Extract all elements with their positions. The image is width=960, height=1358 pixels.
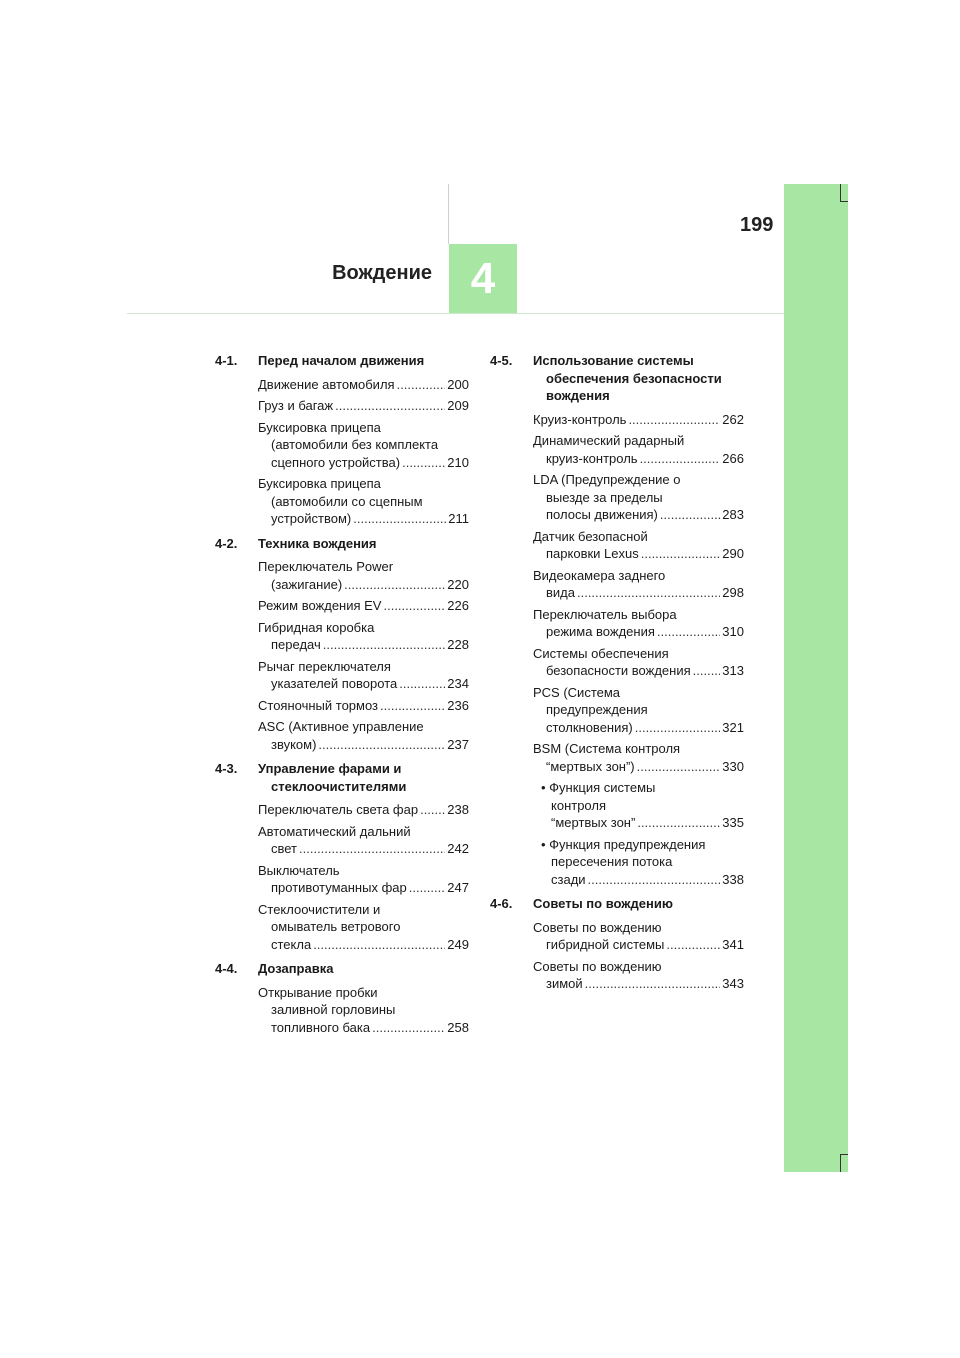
entry-page-number: 298	[722, 585, 744, 600]
entry-text-line: сзади	[551, 871, 586, 887]
section-title-line: обеспечения безопасности	[546, 370, 722, 386]
toc-entry[interactable]	[533, 740, 744, 775]
entry-last-line	[258, 840, 469, 858]
toc-section	[490, 352, 744, 888]
entry-page-number: 330	[722, 758, 744, 774]
page-number: 199	[740, 214, 774, 236]
toc-entry[interactable]	[258, 697, 469, 715]
dot-leader	[637, 758, 721, 776]
chapter-side-tab	[784, 184, 848, 1172]
entry-text-line: круиз-контроль	[546, 450, 638, 466]
entry-last-line	[258, 397, 469, 415]
entry-last-line	[533, 545, 744, 563]
toc-section	[215, 960, 469, 1036]
toc-entry[interactable]	[258, 718, 469, 753]
entry-text-line: LDA (Предупреждение о	[533, 472, 681, 487]
section-title-line: Техника вождения	[258, 535, 377, 551]
toc-entry[interactable]	[258, 801, 469, 819]
section-title-line: Перед началом движения	[258, 353, 425, 368]
entry-page-number: 228	[447, 637, 469, 652]
entry-page-number: 262	[722, 411, 744, 427]
entry-text-line: гибридной системы	[546, 937, 665, 952]
toc-section	[215, 352, 469, 528]
dot-leader	[313, 936, 445, 954]
section-title-line: Дозаправка	[258, 961, 334, 976]
toc-entry[interactable]	[258, 597, 469, 615]
section-title-line: Управление фарами и	[258, 761, 402, 776]
dot-leader	[628, 411, 720, 429]
section-number: 4-5.	[490, 353, 513, 368]
entry-page-number: 238	[447, 802, 469, 817]
entry-last-line	[533, 662, 744, 680]
entry-last-line	[258, 454, 469, 472]
entry-text-line: “мертвых зон”	[551, 815, 636, 830]
entry-page-number: 310	[722, 624, 744, 639]
entry-text-line: столкновения)	[546, 719, 633, 735]
dot-leader	[372, 1019, 445, 1037]
entry-text-line: предупреждения	[546, 702, 648, 717]
entry-text-line: (автомобили без комплекта	[271, 437, 439, 452]
entry-text-line: стекла	[271, 936, 312, 952]
section-number: 4-1.	[215, 353, 238, 368]
entry-last-line	[533, 871, 744, 889]
entry-last-line	[258, 879, 469, 897]
toc-section	[215, 760, 469, 953]
entry-text-line: Рычаг переключателя	[258, 658, 391, 674]
dot-leader	[635, 719, 721, 737]
entry-text-line: сцепного устройства)	[271, 454, 401, 470]
toc-entry[interactable]	[258, 658, 469, 693]
entry-text-line: Советы по вождению	[533, 958, 662, 974]
toc-entry[interactable]	[533, 645, 744, 680]
entry-text-line: Стояночный тормоз	[258, 697, 379, 713]
dot-leader	[335, 397, 445, 415]
entry-page-number: 321	[722, 719, 744, 735]
entry-last-line	[533, 450, 744, 468]
dot-leader	[420, 801, 445, 819]
entry-page-number: 236	[447, 697, 469, 713]
toc-entry[interactable]	[533, 411, 744, 429]
header-divider-vertical	[448, 184, 449, 244]
toc-entry[interactable]	[258, 984, 469, 1037]
entry-text-line: парковки Lexus	[546, 546, 639, 561]
entry-last-line	[258, 801, 469, 819]
entry-text-line: PCS (Система	[533, 684, 621, 700]
entry-last-line	[258, 510, 469, 528]
dot-leader	[585, 975, 721, 993]
entry-text-line: Переключатель выбора	[533, 606, 677, 622]
toc-entry[interactable]	[258, 862, 469, 897]
dot-leader	[399, 675, 445, 693]
toc-entry[interactable]	[533, 528, 744, 563]
entry-text-line: пересечения потока	[551, 854, 673, 869]
entry-last-line	[533, 719, 744, 737]
entry-last-line	[258, 675, 469, 693]
entry-last-line	[533, 936, 744, 954]
section-title	[533, 352, 744, 405]
entry-page-number: 258	[447, 1019, 469, 1035]
entry-text-line: контроля	[551, 797, 606, 813]
entry-last-line	[258, 376, 469, 394]
crop-mark-top-tick	[840, 201, 848, 202]
entry-text-line: Переключатель света фар	[258, 802, 419, 817]
entry-text-line: Датчик безопасной	[533, 528, 648, 544]
toc-entry[interactable]	[533, 684, 744, 737]
entry-text-line: Видеокамера заднего	[533, 567, 666, 583]
entry-last-line	[533, 975, 744, 993]
toc-entry[interactable]	[258, 901, 469, 954]
section-title-line: вождения	[546, 388, 610, 403]
section-title	[258, 535, 469, 553]
toc-entry[interactable]	[258, 397, 469, 415]
entry-page-number: 313	[722, 663, 744, 678]
toc-entry[interactable]	[533, 836, 744, 889]
toc-entry[interactable]	[258, 419, 469, 472]
toc-entry[interactable]	[258, 376, 469, 394]
dot-leader	[657, 623, 720, 641]
entry-page-number: 249	[447, 936, 469, 952]
toc-entry[interactable]	[258, 823, 469, 858]
dot-leader	[402, 454, 445, 472]
entry-text-line: • Функция предупреждения	[541, 836, 706, 852]
section-title-line: Использование системы	[533, 353, 694, 368]
entry-text-line: зимой	[546, 976, 583, 991]
section-title	[533, 895, 744, 913]
entry-text-line: Стеклоочистители и	[258, 901, 381, 917]
entry-page-number: 209	[447, 398, 469, 413]
toc-entry[interactable]	[533, 606, 744, 641]
entry-text-line: омыватель ветрового	[271, 919, 401, 934]
toc-section	[490, 895, 744, 993]
entry-text-line: устройством)	[271, 511, 352, 526]
toc-right-column	[490, 352, 744, 1000]
entry-page-number: 242	[447, 841, 469, 856]
section-title	[258, 760, 469, 795]
entry-text-line: топливного бака	[271, 1019, 371, 1035]
entry-text-line: безопасности вождения	[546, 663, 691, 678]
entry-text-line: Движение автомобиля	[258, 376, 395, 392]
entry-last-line	[533, 623, 744, 641]
entry-page-number: 247	[447, 880, 469, 895]
section-number: 4-2.	[215, 535, 238, 551]
section-title	[258, 960, 469, 978]
dot-leader	[380, 697, 445, 715]
entry-text-line: указателей поворота	[271, 676, 398, 691]
entry-text-line: выезде за пределы	[546, 489, 663, 505]
entry-page-number: 335	[722, 815, 744, 830]
entry-text-line: вида	[546, 585, 575, 600]
crop-mark-top	[840, 184, 841, 202]
entry-text-line: противотуманных фар	[271, 880, 407, 895]
dot-leader	[299, 840, 445, 858]
section-number: 4-6.	[490, 896, 513, 911]
section-title-line: Советы по вождению	[533, 896, 673, 911]
dot-leader	[344, 576, 445, 594]
dot-leader	[353, 510, 446, 528]
entry-page-number: 343	[722, 976, 744, 991]
entry-text-line: Буксировка прицепа	[258, 419, 381, 435]
entry-page-number: 341	[722, 937, 744, 952]
entry-text-line: Выключатель	[258, 862, 340, 878]
dot-leader	[588, 871, 721, 889]
entry-last-line	[533, 814, 744, 832]
dot-leader	[383, 597, 445, 615]
entry-last-line	[533, 758, 744, 776]
entry-text-line: Советы по вождению	[533, 919, 662, 935]
entry-page-number: 266	[722, 450, 744, 466]
entry-text-line: Системы обеспечения	[533, 645, 669, 661]
chapter-number-box	[449, 244, 517, 313]
entry-last-line	[258, 697, 469, 715]
entry-text-line: заливной горловины	[271, 1002, 396, 1017]
section-title-line: стеклоочистителями	[271, 778, 407, 794]
dot-leader	[409, 879, 446, 897]
dot-leader	[397, 376, 446, 394]
entry-last-line	[533, 584, 744, 602]
entry-text-line: Режим вождения EV	[258, 598, 382, 613]
entry-text-line: Круиз-контроль	[533, 411, 627, 427]
section-title	[258, 352, 469, 370]
toc-entry[interactable]	[533, 919, 744, 954]
dot-leader	[637, 814, 720, 832]
section-number: 4-3.	[215, 761, 238, 776]
entry-last-line	[258, 636, 469, 654]
entry-text-line: Переключатель Power	[258, 559, 394, 574]
entry-page-number: 290	[722, 546, 744, 561]
entry-last-line	[533, 411, 744, 429]
entry-last-line	[258, 936, 469, 954]
dot-leader	[693, 662, 721, 680]
entry-text-line: Буксировка прицепа	[258, 476, 381, 491]
entry-text-line: передач	[271, 637, 321, 652]
entry-page-number: 283	[722, 507, 744, 522]
dot-leader	[660, 506, 720, 524]
entry-last-line	[258, 597, 469, 615]
toc-entry[interactable]	[258, 558, 469, 593]
entry-page-number: 226	[447, 598, 469, 613]
toc-left-column	[215, 352, 469, 1043]
toc-entry[interactable]	[533, 471, 744, 524]
entry-page-number: 200	[447, 376, 469, 392]
entry-text-line: (зажигание)	[271, 576, 343, 592]
dot-leader	[641, 545, 721, 563]
entry-text-line: Груз и багаж	[258, 398, 334, 413]
dot-leader	[323, 636, 446, 654]
entry-last-line	[533, 506, 744, 524]
chapter-title: Вождение	[332, 262, 432, 284]
dot-leader	[318, 736, 445, 754]
entry-page-number: 234	[447, 676, 469, 691]
entry-text-line: свет	[271, 841, 298, 856]
entry-text-line: звуком)	[271, 736, 317, 752]
entry-page-number: 338	[722, 871, 744, 887]
toc-entry[interactable]	[533, 779, 744, 832]
entry-text-line: • Функция системы	[541, 780, 656, 795]
entry-text-line: полосы движения)	[546, 507, 658, 522]
entry-text-line: Динамический радарный	[533, 433, 685, 448]
entry-page-number: 211	[448, 511, 469, 526]
entry-page-number: 220	[447, 576, 469, 592]
dot-leader	[666, 936, 720, 954]
crop-mark-bottom-tick	[840, 1154, 848, 1155]
dot-leader	[577, 584, 720, 602]
toc-entry[interactable]	[258, 475, 469, 528]
entry-last-line	[258, 576, 469, 594]
entry-text-line: Гибридная коробка	[258, 619, 375, 635]
header-rule	[127, 313, 784, 314]
entry-text-line: ASC (Активное управление	[258, 719, 424, 734]
entry-text-line: BSM (Система контроля	[533, 741, 681, 756]
entry-text-line: режима вождения	[546, 624, 655, 639]
entry-text-line: Автоматический дальний	[258, 823, 411, 839]
crop-mark-bottom	[840, 1154, 841, 1172]
toc-entry[interactable]	[533, 432, 744, 467]
toc-entry[interactable]	[533, 567, 744, 602]
entry-text-line: “мертвых зон”)	[546, 758, 635, 774]
dot-leader	[640, 450, 721, 468]
entry-page-number: 237	[447, 736, 469, 752]
entry-last-line	[258, 736, 469, 754]
entry-last-line	[258, 1019, 469, 1037]
section-number: 4-4.	[215, 961, 238, 976]
entry-text-line: Открывание пробки	[258, 984, 378, 1000]
entry-text-line: (автомобили со сцепным	[271, 493, 423, 509]
toc-entry[interactable]	[258, 619, 469, 654]
toc-section	[215, 535, 469, 754]
entry-page-number: 210	[447, 454, 469, 470]
toc-entry[interactable]	[533, 958, 744, 993]
chapter-number: 4	[470, 253, 496, 303]
